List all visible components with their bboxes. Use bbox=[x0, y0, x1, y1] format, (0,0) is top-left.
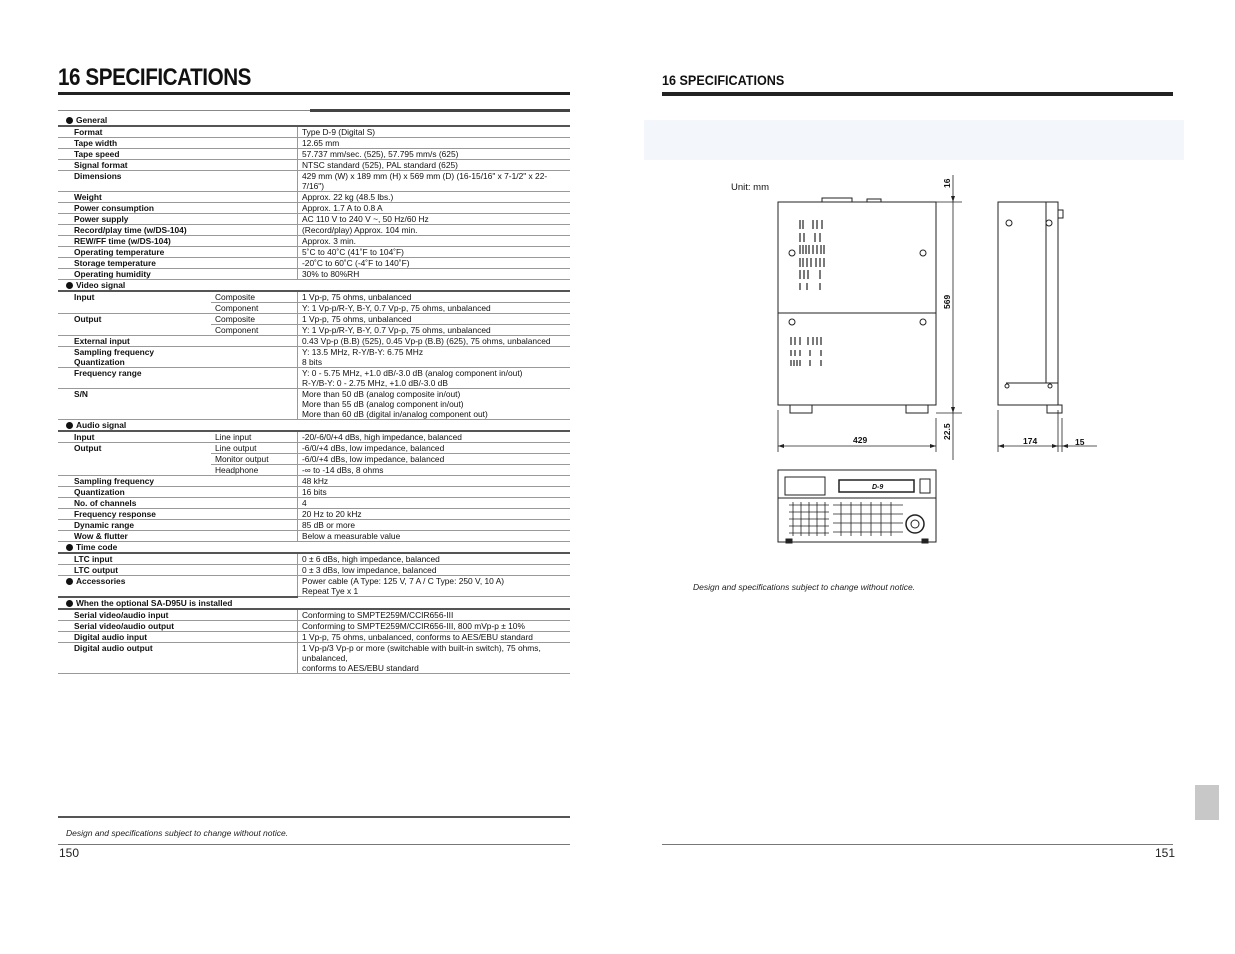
row-label: Weight bbox=[58, 192, 298, 203]
row-value: 1 Vp-p/3 Vp-p or more (switchable with built-in switch), 75 ohms, unbalanced, conforms to AES/EBU standard bbox=[298, 642, 571, 673]
row-value: 0 ± 6 dBs, high impedance, balanced bbox=[298, 553, 571, 565]
row-label: Tape speed bbox=[58, 149, 298, 160]
bullet-icon bbox=[66, 578, 73, 585]
right-page bbox=[617, 0, 1235, 954]
row-sublabel: Composite bbox=[211, 291, 298, 303]
table-row bbox=[58, 247, 570, 258]
table-row bbox=[58, 431, 570, 443]
row-label: Wow & flutter bbox=[58, 531, 298, 542]
row-label: Output bbox=[74, 314, 102, 324]
row-label: REW/FF time (w/DS-104) bbox=[58, 236, 298, 247]
page-number: 151 bbox=[1155, 846, 1176, 860]
section-header-video bbox=[58, 280, 570, 292]
section-header-optional bbox=[58, 597, 570, 609]
row-value: Conforming to SMPTE259M/CCIR656-III, 800 mVp-p ± 10% bbox=[298, 620, 571, 631]
table-row bbox=[58, 149, 570, 160]
general-rows bbox=[58, 126, 570, 280]
row-value: 1 Vp-p, 75 ohms, unbalanced bbox=[298, 314, 571, 325]
table-row bbox=[58, 368, 570, 389]
table-row bbox=[58, 336, 570, 347]
row-value: -∞ to -14 dBs, 8 ohms bbox=[298, 465, 571, 476]
bullet-icon bbox=[66, 544, 73, 551]
bullet-icon bbox=[66, 422, 73, 429]
table-row bbox=[58, 531, 570, 542]
footer-rule bbox=[58, 844, 570, 845]
table-row bbox=[58, 214, 570, 225]
row-value: 5˚C to 40˚C (41˚F to 104˚F) bbox=[298, 247, 571, 258]
row-value: 85 dB or more bbox=[298, 520, 571, 531]
section-heading: Accessories bbox=[76, 576, 126, 586]
row-value: Below a measurable value bbox=[298, 531, 571, 542]
divider bbox=[310, 109, 570, 112]
dimension-label: 569 bbox=[942, 294, 952, 309]
row-label: Serial video/audio output bbox=[58, 620, 298, 631]
table-row bbox=[58, 171, 570, 192]
dimension-drawing bbox=[617, 0, 1235, 954]
section-header-timecode bbox=[58, 542, 570, 554]
row-value: Y: 1 Vp-p/R-Y, B-Y, 0.7 Vp-p, 75 ohms, unbalanced bbox=[298, 325, 571, 336]
row-value: Power cable (A Type: 125 V, 7 A / C Type: 250 V, 10 A) Repeat Tye x 1 bbox=[298, 576, 571, 597]
row-label: External input bbox=[58, 336, 298, 347]
dimension-label: 16 bbox=[942, 178, 952, 188]
row-sublabel: Component bbox=[211, 325, 298, 336]
table-row bbox=[58, 642, 570, 673]
table-row bbox=[58, 454, 570, 465]
table-row bbox=[58, 225, 570, 236]
table-row bbox=[58, 465, 570, 476]
bullet-icon bbox=[66, 117, 73, 124]
device-logo: D-9 bbox=[872, 484, 884, 491]
row-label: Serial video/audio input bbox=[58, 609, 298, 621]
section-header-general bbox=[58, 115, 570, 126]
page-title: 16 SPECIFICATIONS bbox=[662, 72, 785, 88]
table-row bbox=[58, 126, 570, 138]
table-row bbox=[58, 443, 570, 454]
row-label: LTC input bbox=[58, 553, 298, 565]
row-value: Approx. 3 min. bbox=[298, 236, 571, 247]
section-heading: When the optional SA-D95U is installed bbox=[76, 597, 233, 608]
row-label: No. of channels bbox=[58, 498, 298, 509]
divider bbox=[58, 816, 570, 818]
row-label: Storage temperature bbox=[58, 258, 298, 269]
row-value: 20 Hz to 20 kHz bbox=[298, 509, 571, 520]
dimension-label: 15 bbox=[1075, 437, 1085, 447]
optional-rows bbox=[58, 609, 570, 643]
row-label: Power consumption bbox=[58, 203, 298, 214]
table-row bbox=[58, 325, 570, 336]
row-value: 57.737 mm/sec. (525), 57.795 mm/s (625) bbox=[298, 149, 571, 160]
table-row bbox=[58, 498, 570, 509]
table-row bbox=[58, 631, 570, 642]
row-value: NTSC standard (525), PAL standard (625) bbox=[298, 160, 571, 171]
table-row bbox=[58, 553, 570, 565]
table-row bbox=[58, 520, 570, 531]
page-title: 16 SPECIFICATIONS bbox=[58, 64, 252, 91]
row-label: Sampling frequency Quantization bbox=[58, 347, 298, 368]
bullet-icon bbox=[66, 600, 73, 607]
row-label: Operating temperature bbox=[58, 247, 298, 258]
row-sublabel: Monitor output bbox=[211, 454, 298, 465]
row-value: 1 Vp-p, 75 ohms, unbalanced bbox=[298, 291, 571, 303]
row-value: 0.43 Vp-p (B.B) (525), 0.45 Vp-p (B.B) (625), 75 ohms, unbalanced bbox=[298, 336, 571, 347]
footer-rule bbox=[662, 844, 1173, 845]
row-value: Y: 1 Vp-p/R-Y, B-Y, 0.7 Vp-p, 75 ohms, unbalanced bbox=[298, 303, 571, 314]
row-label: Frequency response bbox=[58, 509, 298, 520]
row-label: Dynamic range bbox=[58, 520, 298, 531]
table-row bbox=[58, 565, 570, 576]
table-row bbox=[58, 476, 570, 487]
title-rule bbox=[58, 92, 570, 95]
disclaimer-note: Design and specifications subject to change without notice. bbox=[66, 828, 289, 838]
row-label: Record/play time (w/DS-104) bbox=[58, 225, 298, 236]
row-value: -6/0/+4 dBs, low impedance, balanced bbox=[298, 454, 571, 465]
row-value: AC 110 V to 240 V ~, 50 Hz/60 Hz bbox=[298, 214, 571, 225]
row-value: Approx. 22 kg (48.5 lbs.) bbox=[298, 192, 571, 203]
section-heading: Time code bbox=[76, 542, 118, 552]
section-heading: General bbox=[76, 115, 108, 125]
row-value: Type D-9 (Digital S) bbox=[298, 126, 571, 138]
row-value: 4 bbox=[298, 498, 571, 509]
row-sublabel: Line output bbox=[211, 443, 298, 454]
row-label: Digital audio input bbox=[58, 631, 298, 642]
disclaimer-note: Design and specifications subject to change without notice. bbox=[693, 582, 916, 592]
unit-label: Unit: mm bbox=[731, 182, 769, 193]
table-row bbox=[58, 576, 570, 597]
table-row bbox=[58, 620, 570, 631]
row-value: 16 bits bbox=[298, 487, 571, 498]
top-view-outline bbox=[778, 202, 936, 405]
section-header-audio bbox=[58, 420, 570, 432]
table-row bbox=[58, 347, 570, 368]
table-row bbox=[58, 192, 570, 203]
table-row bbox=[58, 269, 570, 280]
table-row bbox=[58, 138, 570, 149]
table-row bbox=[58, 303, 570, 314]
row-label: Format bbox=[58, 126, 298, 138]
audio-rows bbox=[58, 476, 570, 542]
row-value: -6/0/+4 dBs, low impedance, balanced bbox=[298, 443, 571, 454]
dimension-label: 174 bbox=[1023, 436, 1038, 446]
table-row bbox=[58, 487, 570, 498]
dimension-label: 22.5 bbox=[942, 423, 952, 440]
row-label: Frequency range bbox=[58, 368, 298, 389]
row-value: (Record/play) Approx. 104 min. bbox=[298, 225, 571, 236]
row-label: Output bbox=[74, 443, 102, 453]
row-label: Dimensions bbox=[58, 171, 298, 192]
section-heading: Video signal bbox=[76, 280, 126, 290]
row-label: Input bbox=[74, 292, 95, 302]
section-heading: Audio signal bbox=[76, 420, 127, 430]
row-sublabel: Composite bbox=[211, 314, 298, 325]
row-value: Approx. 1.7 A to 0.8 A bbox=[298, 203, 571, 214]
timecode-rows bbox=[58, 553, 570, 576]
row-label: Digital audio output bbox=[58, 642, 298, 673]
row-sublabel: Headphone bbox=[211, 465, 298, 476]
row-sublabel: Line input bbox=[211, 431, 298, 443]
row-value: Y: 13.5 MHz, R-Y/B-Y: 6.75 MHz 8 bits bbox=[298, 347, 571, 368]
row-label: S/N bbox=[58, 389, 298, 420]
front-panel-outline bbox=[778, 470, 936, 542]
row-sublabel: Component bbox=[211, 303, 298, 314]
dimension-label: 429 bbox=[853, 435, 868, 445]
table-row bbox=[58, 258, 570, 269]
table-row bbox=[58, 314, 570, 325]
row-value: Conforming to SMPTE259M/CCIR656-III bbox=[298, 609, 571, 621]
row-value: 30% to 80%RH bbox=[298, 269, 571, 280]
row-label: LTC output bbox=[58, 565, 298, 576]
row-label: Power supply bbox=[58, 214, 298, 225]
table-row bbox=[58, 236, 570, 247]
table-row bbox=[58, 609, 570, 621]
row-value: 12.65 mm bbox=[298, 138, 571, 149]
row-label: Sampling frequency bbox=[58, 476, 298, 487]
row-value: More than 50 dB (analog composite in/out) More than 55 dB (analog component in/out) More than 60 dB (digital in/analog component out) bbox=[298, 389, 571, 420]
specifications-table bbox=[58, 115, 570, 674]
row-label: Operating humidity bbox=[58, 269, 298, 280]
row-value: -20˚C to 60˚C (-4˚F to 140˚F) bbox=[298, 258, 571, 269]
table-row bbox=[58, 203, 570, 214]
row-label: Quantization bbox=[58, 487, 298, 498]
bullet-icon bbox=[66, 282, 73, 289]
row-value: 0 ± 3 dBs, low impedance, balanced bbox=[298, 565, 571, 576]
thumb-index-tab bbox=[1195, 785, 1219, 820]
left-page bbox=[0, 0, 617, 954]
row-value: 429 mm (W) x 189 mm (H) x 569 mm (D) (16-15/16" x 7-1/2" x 22-7/16") bbox=[298, 171, 571, 192]
table-row bbox=[58, 509, 570, 520]
table-row bbox=[58, 160, 570, 171]
row-value: 48 kHz bbox=[298, 476, 571, 487]
row-label: Tape width bbox=[58, 138, 298, 149]
row-value: Y: 0 - 5.75 MHz, +1.0 dB/-3.0 dB (analog component in/out) R-Y/B-Y: 0 - 2.75 MHz, +1.0 dB/-3.0 dB bbox=[298, 368, 571, 389]
table-row bbox=[58, 291, 570, 303]
row-value: -20/-6/0/+4 dBs, high impedance, balanced bbox=[298, 431, 571, 443]
page-number: 150 bbox=[59, 846, 80, 860]
row-label: Input bbox=[58, 431, 211, 443]
side-view-outline bbox=[998, 202, 1058, 405]
table-row bbox=[58, 389, 570, 420]
row-label: Signal format bbox=[58, 160, 298, 171]
row-value: 1 Vp-p, 75 ohms, unbalanced, conforms to AES/EBU standard bbox=[298, 631, 571, 642]
